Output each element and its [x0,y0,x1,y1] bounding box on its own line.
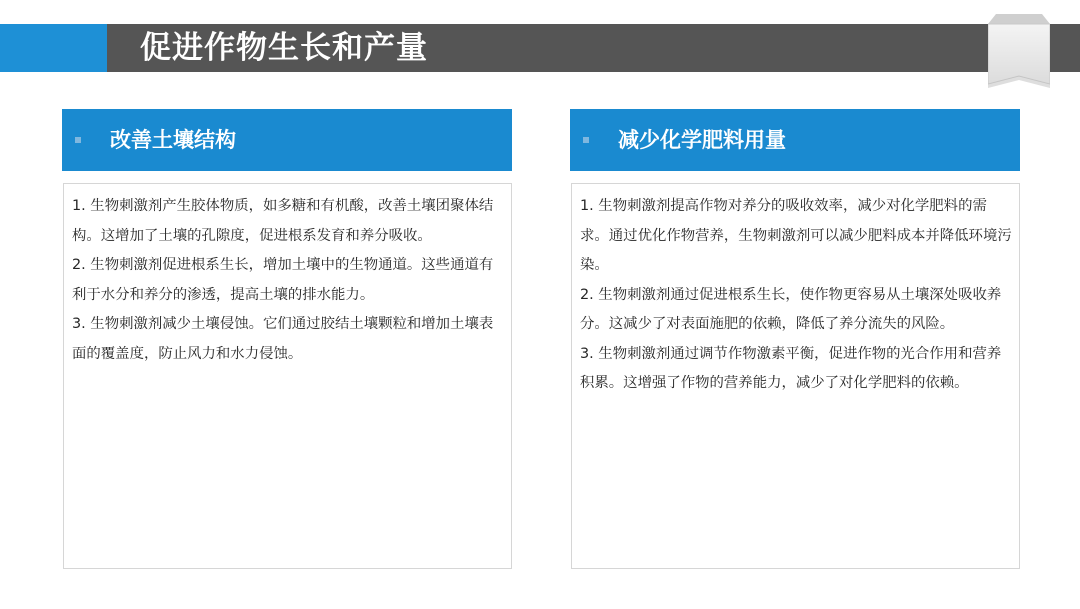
title-accent-block [0,24,107,72]
bookmark-ribbon-icon [988,14,1050,88]
bullet-square-icon [583,137,589,143]
left-paragraph-3: 3. 生物刺激剂减少土壤侵蚀。它们通过胶结土壤颗粒和增加土壤表面的覆盖度，防止风力和水力侵蚀。 [72,316,494,362]
left-card-header [62,109,512,171]
left-paragraph-2: 2. 生物刺激剂促进根系生长，增加土壤中的生物通道。这些通道有利于水分和养分的渗透，提高土壤的排水能力。 [72,257,494,303]
left-paragraph-1: 1. 生物刺激剂产生胶体物质，如多糖和有机酸，改善土壤团聚体结构。这增加了土壤的孔隙度，促进根系发育和养分吸收。 [72,198,494,244]
page-title: 促进作物生长和产量 [140,30,428,66]
right-card-body [571,183,1020,569]
right-paragraph-3: 3. 生物刺激剂通过调节作物激素平衡，促进作物的光合作用和营养积累。这增强了作物的营养能力，减少了对化学肥料的依赖。 [580,345,1002,391]
right-card-header [570,109,1020,171]
left-card-body [63,183,512,569]
right-paragraph-2: 2. 生物刺激剂通过促进根系生长，使作物更容易从土壤深处吸收养分。这减少了对表面施肥的依赖，降低了养分流失的风险。 [580,286,1002,332]
bullet-square-icon [75,137,81,143]
right-card-heading: 减少化学肥料用量 [618,128,786,152]
right-paragraph-1: 1. 生物刺激剂提高作物对养分的吸收效率，减少对化学肥料的需求。通过优化作物营养，生物刺激剂可以减少肥料成本并降低环境污染。 [580,198,1012,273]
left-card-heading: 改善土壤结构 [110,128,236,152]
